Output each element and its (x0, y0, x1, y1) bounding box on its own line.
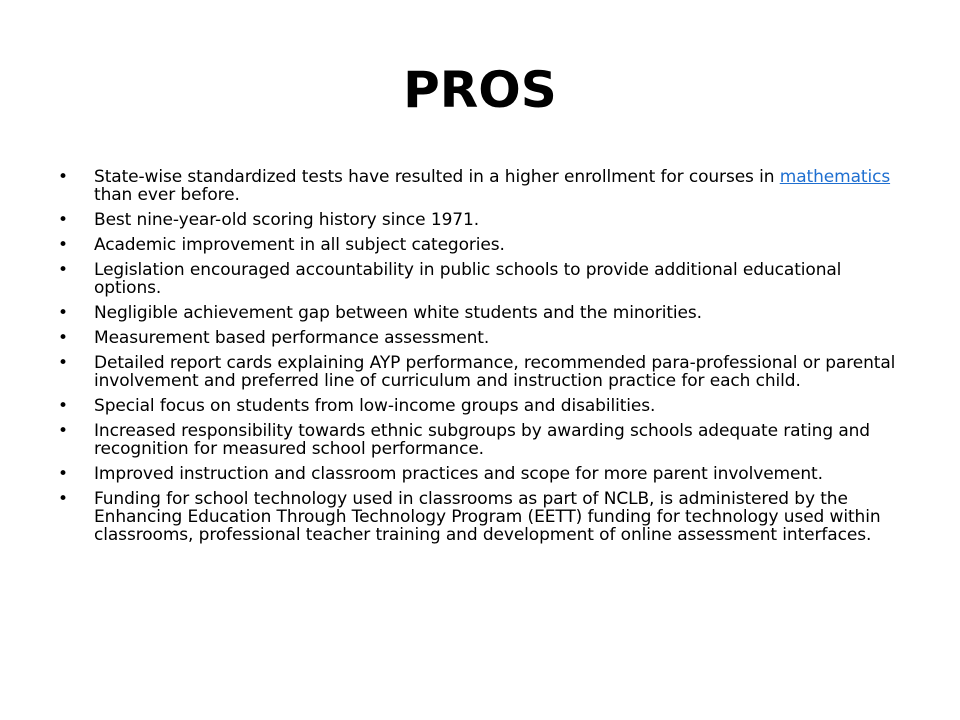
bullet-text: Increased responsibility towards ethnic subgroups by awarding schools adequate rating and recognition for measured school performance. (94, 421, 870, 459)
bullet-text: Detailed report cards explaining AYP performance, recommended para-professional or parental involvement and preferred line of curriculum and instruction practice for each child. (94, 353, 896, 391)
bullet-marker: • (58, 464, 68, 484)
bullet-marker: • (58, 303, 68, 323)
bullet-marker: • (58, 421, 68, 441)
bullet-text: Improved instruction and classroom practices and scope for more parent involvement. (94, 464, 823, 484)
bullet-marker: • (58, 235, 68, 255)
list-item (58, 261, 910, 297)
list-item (58, 211, 910, 229)
bullet-marker: • (58, 489, 68, 509)
bullet-marker: • (58, 210, 68, 230)
bullet-text: Special focus on students from low-income groups and disabilities. (94, 396, 656, 416)
bullet-marker: • (58, 353, 68, 373)
bullet-text-part: than ever before. (94, 185, 240, 205)
list-item (58, 304, 910, 322)
bullet-list (58, 168, 910, 551)
list-item (58, 490, 910, 544)
bullet-text (94, 168, 910, 204)
list-item (58, 329, 910, 347)
bullet-marker: • (58, 260, 68, 280)
mathematics-link[interactable]: mathematics (779, 167, 891, 187)
bullet-text: Academic improvement in all subject categories. (94, 235, 505, 255)
list-item (58, 236, 910, 254)
list-item (58, 422, 910, 458)
slide-title: PROS (403, 61, 557, 119)
bullet-text: Best nine-year-old scoring history since 1971. (94, 210, 480, 230)
bullet-text: Legislation encouraged accountability in public schools to provide additional educational options. (94, 260, 842, 298)
list-item (58, 168, 910, 204)
bullet-text-part: State-wise standardized tests have resulted in a higher enrollment for courses in (94, 167, 780, 187)
bullet-text: Funding for school technology used in classrooms as part of NCLB, is administered by the Enhancing Education Through Technology Program (EETT) funding for technology used within classrooms, professional teacher training and development of online assessment interfaces. (94, 489, 881, 545)
bullet-marker: • (58, 396, 68, 416)
bullet-marker: • (58, 167, 68, 187)
bullet-marker: • (58, 328, 68, 348)
list-item (58, 354, 910, 390)
bullet-text: Negligible achievement gap between white students and the minorities. (94, 303, 702, 323)
bullet-text: Measurement based performance assessment. (94, 328, 490, 348)
list-item (58, 465, 910, 483)
list-item (58, 397, 910, 415)
